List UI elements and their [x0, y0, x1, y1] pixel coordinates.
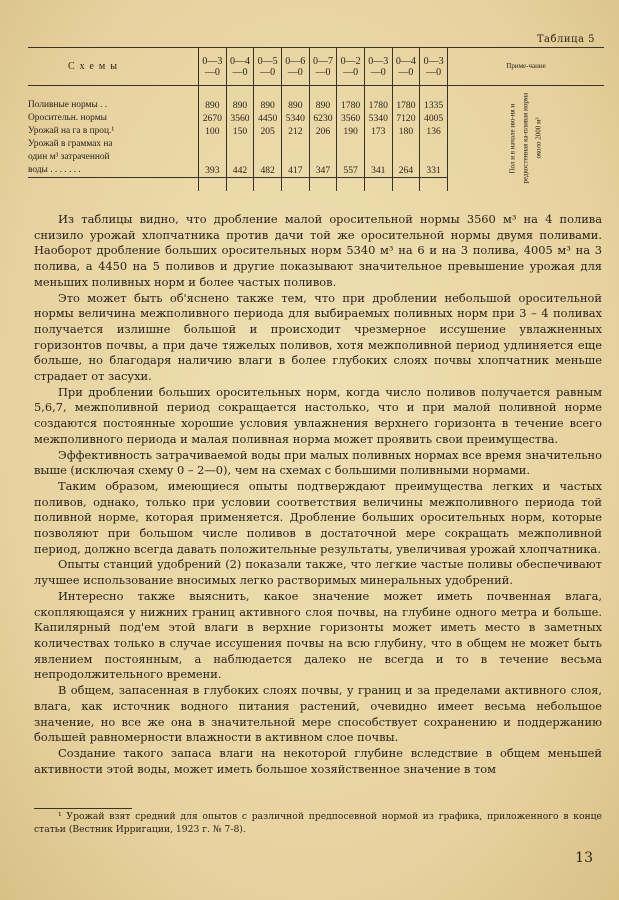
table-row: Урожай на га в проц.¹ 100 150 205 212 206 190 173 180 136: [28, 125, 604, 138]
paragraph: Эффективность затрачиваемой воды при малых поливных нормах все время значительно выше (исключая схему 0 – 2—0), чем на схемах с большими поливными нормами.: [34, 447, 602, 478]
column-header: 0—3—0: [420, 48, 448, 86]
column-header: 0—3—0: [199, 48, 227, 86]
data-table: [28, 47, 604, 191]
table-row: Урожай в граммах на: [28, 138, 604, 151]
paragraph: Таким образом, имеющиеся опыты подтверждают преимущества легких и частых поливов, однако, только при условии соответствия величины межполивного периода той поливной норме, которая применяется. Дробление больших оросительных норм, которые позволяют при большом числе поливов в достаточной мере сокращать межполивной период, должно всегда давать положительные результаты, увеличивая урожай хлопчатника.: [34, 478, 602, 556]
paragraph: Интересно также выяснить, какое значение может иметь почвенная влага, скопляющаяся у нижних границ активного слоя почвы, на глубине одного метра и больше. Капилярный под'ем этой влаги в верхние горизонты может иметь место в заметных количествах только в случае иссушения почвы на всю глубину, что в общем не может быть явлением постоянным, а наблюдается далеко не всегда и то в течение весьма непродолжительного времени.: [34, 588, 602, 682]
page-number: 13: [575, 850, 593, 866]
paragraph: При дроблении больших оросительных норм, когда число поливов получается равным 5,6,7, межполивной период сокращается настолько, что и при малой поливной норме создаются постоянные хорошие условия увлажнения верхнего горизонта в течение всего межполивного периода и малая поливная норма может проявить свои преимущества.: [34, 384, 602, 446]
table-row: воды . . . . . . . 393 442 482 417 347 557 341 264 331: [28, 164, 604, 178]
note-header: Приме-чание: [448, 48, 605, 86]
column-header: 0—6—0: [281, 48, 309, 86]
table-row: Поливные нормы . . 890 890 890 890 890 1780 1780 1780 1335: [28, 99, 604, 112]
scheme-header: Схемы: [68, 61, 122, 72]
column-header: 0—7—0: [309, 48, 337, 86]
column-header: 0—4—0: [392, 48, 420, 86]
note-cell: Пол и в начале ию-ня и редкостенная ка-пливая норма около 2000 м³: [448, 86, 605, 192]
table-header-row: [28, 48, 604, 86]
footnote-rule: [34, 808, 132, 809]
column-header: 0—2—0: [337, 48, 365, 86]
body-text: [34, 212, 602, 777]
column-header: 0—4—0: [226, 48, 254, 86]
table-label: Таблица 5: [536, 34, 595, 45]
paragraph: Опыты станций удобрений (2) показали также, что легкие частые поливы обеспечивают лучшее использование вносимых легко растворимых минеральных удобрений.: [34, 557, 602, 588]
paragraph: Создание такого запаса влаги на некоторой глубине вследствие в общем меньшей активности этой воды, может иметь большое хозяйственное значение в том: [34, 745, 602, 776]
column-header: 0—3—0: [364, 48, 392, 86]
paragraph: Из таблицы видно, что дробление малой оросительной нормы 3560 м³ на 4 полива снизило урожай хлопчатника против дачи той же оросительной нормы двумя поливами. Наоборот дробление больших оросительных норм 5340 м³ на 6 и на 3 полива, 4005 м³ на 3 полива, а 4450 на 5 поливов и другие показывают значительное превышение урожая для меньших поливных норм и более частых поливов.: [34, 212, 602, 289]
footnote: ¹ Урожай взят средний для опытов с различной предпосевной нормой из графика, приложенного в конце статьи (Вестник Ирригации, 1923 г. № 7-8).: [34, 811, 602, 835]
table-row: один м³ затраченной: [28, 151, 604, 164]
paragraph: В общем, запасенная в глубоких слоях почвы, у границ и за пределами активного слоя, влага, как источник водного питания растений, очевидно имеет весьма небольшое значение, но все же она в значительной мере способствует сохранению и поддержанию большей равномерности влажности в активном слое почвы.: [34, 683, 602, 745]
paragraph: Это может быть об'яснено также тем, что при дроблении небольшой оросительной нормы величина межполивного периода для выбираемых поливных норм при 3 – 4 поливах получается излишне большой и происходит чрезмерное иссушение увлажненных горизонтов почвы, а при даче тяжелых поливов, хотя межполивной период удлиняется еще больше, но благодаря наличию влаги в более глубоких слоях почвы хлопчатник меньше страдает от засухи.: [34, 290, 602, 384]
table-row: Оросительн. нормы 2670 3560 4450 5340 6230 3560 5340 7120 4005: [28, 112, 604, 125]
column-header: 0—5—0: [254, 48, 282, 86]
